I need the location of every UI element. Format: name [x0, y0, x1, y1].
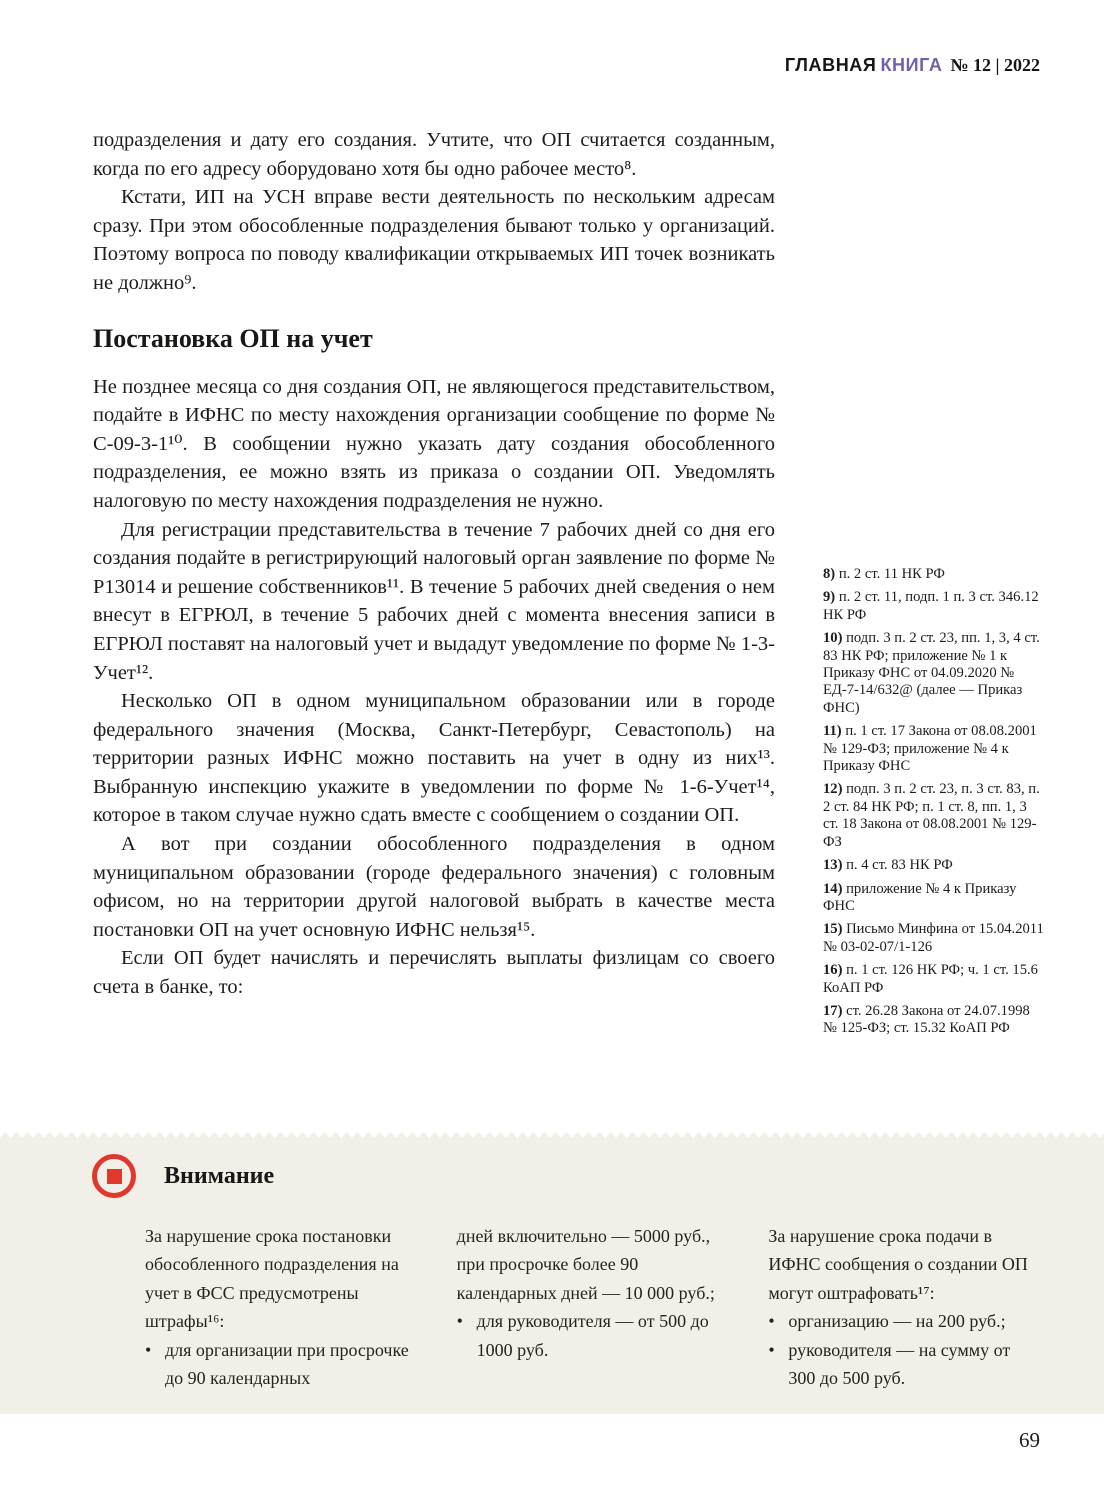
footnote-item: [823, 857, 1045, 874]
bullet-icon: •: [456, 1311, 463, 1332]
footnote-text: п. 1 ст. 126 НК РФ; ч. 1 ст. 15.6 КоАП РФ: [823, 962, 1038, 996]
body-paragraph: подразделения и дату его создания. Учтите, что ОП считается созданным, когда по его адресу оборудовано хотя бы одно рабочее место⁸.: [93, 129, 775, 180]
page-number: 69: [1019, 1428, 1040, 1452]
list-item: [457, 1307, 729, 1364]
footnote-item: [823, 921, 1045, 956]
section-heading: Постановка ОП на учет: [93, 323, 373, 353]
footnote-item: [823, 881, 1045, 916]
body-paragraph: Несколько ОП в одном муниципальном образовании или в городе федерального значения (Москва, Санкт-Петербург, Севастополь) на территории разных ИФНС можно поставить на учет в одну из них¹³. Выбранную инспекцию укажите в уведомлении по форме № 1-6-Учет¹⁴, которое в таком случае нужно сдать вместе с сообщением о создании ОП.: [93, 690, 775, 827]
warning-column-2: [457, 1222, 729, 1392]
page-header: [785, 55, 1040, 76]
footnote-item: [823, 723, 1045, 775]
footnote-number: 12): [823, 781, 843, 798]
list-item-text: для организации при просрочке до 90 календарных: [165, 1339, 409, 1389]
warning-column-3: [768, 1222, 1040, 1392]
issue-number: № 12 | 2022: [950, 55, 1040, 75]
footnote-number: 13): [823, 857, 843, 874]
footnote-item: [823, 781, 1045, 851]
footnote-text: приложение № 4 к Приказу ФНС: [823, 880, 1017, 914]
list-item-text: для руководителя — от 500 до 1000 руб.: [476, 1311, 709, 1360]
footnote-number: 14): [823, 880, 843, 897]
magazine-name: ГЛАВНАЯ: [784, 55, 877, 75]
magazine-name-accent: КНИГА: [880, 55, 943, 75]
footnote-item: [823, 1003, 1045, 1038]
footnote-text: ст. 26.28 Закона от 24.07.1998 № 125-ФЗ; ст. 15.32 КоАП РФ: [823, 1002, 1030, 1037]
attention-icon: [92, 1154, 136, 1198]
footnote-item: [823, 589, 1045, 624]
article-column: [93, 126, 775, 1002]
warning-columns: [145, 1222, 1040, 1392]
footnote-number: 15): [823, 921, 843, 938]
footnote-text: п. 4 ст. 83 НК РФ: [846, 857, 953, 874]
list-item: [768, 1336, 1040, 1393]
footnote-item: [823, 630, 1045, 717]
footnote-number: 10): [823, 630, 843, 647]
warning-header: [92, 1154, 274, 1198]
body-paragraph: Кстати, ИП на УСН вправе вести деятельность по нескольким адресам сразу. При этом обособленные подразделения бывают только у организаций. Поэтому вопроса по поводу квалификации открываемых ИП точек возникать не должно⁹.: [93, 186, 775, 294]
footnote-text: п. 1 ст. 17 Закона от 08.08.2001 № 129-ФЗ; приложение № 4 к Приказу ФНС: [823, 723, 1037, 775]
footnote-text: Письмо Минфина от 15.04.2011 № 03-02-07/1-126: [823, 921, 1044, 955]
footnote-text: п. 2 ст. 11 НК РФ: [838, 566, 945, 582]
footnote-number: 17): [823, 1002, 843, 1019]
footnote-number: 9): [823, 589, 836, 606]
footnote-item: [823, 566, 1045, 583]
body-paragraph: Не позднее месяца со дня создания ОП, не являющегося представительством, подайте в ИФНС по месту нахождения организации сообщение по форме № С-09-3-1¹⁰. В сообщении нужно указать дату создания обособленного подразделения, ее можно взять из приказа о создании ОП. Уведомлять налоговую по месту нахождения подразделения не нужно.: [93, 375, 775, 512]
warning-text: За нарушение срока постановки обособленного подразделения на учет в ФСС предусмотрены штрафы¹⁶:: [145, 1226, 399, 1332]
list-item-text: руководителя — на сумму от 300 до 500 руб.: [788, 1339, 1011, 1389]
warning-title: Внимание: [164, 1162, 275, 1189]
body-paragraph: Для регистрации представительства в течение 7 рабочих дней со дня его создания подайте в регистрирующий налоговый орган заявление по форме № Р13014 и решение собственников¹¹. В течение 5 рабочих дней сведения о нем внесут в ЕГРЮЛ, в течение 5 рабочих дней с момента внесения записи в ЕГРЮЛ поставят на налоговый учет и выдадут уведомление по форме № 1-3-Учет¹².: [93, 518, 775, 684]
footnote-text: п. 2 ст. 11, подп. 1 п. 3 ст. 346.12 НК РФ: [823, 589, 1039, 623]
body-paragraph: А вот при создании обособленного подразделения в одном муниципальном образовании (городе федерального значения) с головным офисом, но на территории другой налоговой выбрать в качестве места постановки ОП на учет основную ИФНС нельзя¹⁵.: [93, 833, 775, 941]
bullet-icon: •: [768, 1311, 775, 1332]
footnote-text: подп. 3 п. 2 ст. 23, пп. 1, 3, 4 ст. 83 НК РФ; приложение № 1 к Приказу ФНС от 04.09.2020 № ЕД-7-14/632@ (далее — Приказ ФНС): [823, 630, 1040, 716]
zigzag-edge: [0, 1132, 1104, 1138]
warning-panel: [0, 1138, 1104, 1414]
list-item-text: организацию — на 200 руб.;: [788, 1311, 1006, 1332]
footnote-number: 16): [823, 962, 843, 979]
footnote-item: [823, 962, 1045, 997]
footnote-number: 8): [823, 566, 836, 582]
footnotes-sidebar: [823, 566, 1045, 1044]
list-item: [768, 1307, 1040, 1335]
list-item: [145, 1336, 417, 1393]
warning-column-1: [145, 1222, 417, 1392]
bullet-icon: •: [145, 1339, 152, 1360]
footnote-number: 11): [823, 723, 842, 740]
warning-text: За нарушение срока подачи в ИФНС сообщения о создании ОП могут оштрафовать¹⁷:: [768, 1226, 1028, 1303]
footnote-text: подп. 3 п. 2 ст. 23, п. 3 ст. 83, п. 2 ст. 84 НК РФ; п. 1 ст. 8, пп. 1, 3 ст. 18 Закона от 08.08.2001 № 129-ФЗ: [823, 781, 1040, 850]
body-paragraph: Если ОП будет начислять и перечислять выплаты физлицам со своего счета в банке, то:: [93, 947, 775, 999]
bullet-icon: •: [768, 1339, 775, 1360]
warning-text: дней включительно — 5000 руб., при просрочке более 90 календарных дней — 10 000 руб.;: [456, 1226, 715, 1303]
